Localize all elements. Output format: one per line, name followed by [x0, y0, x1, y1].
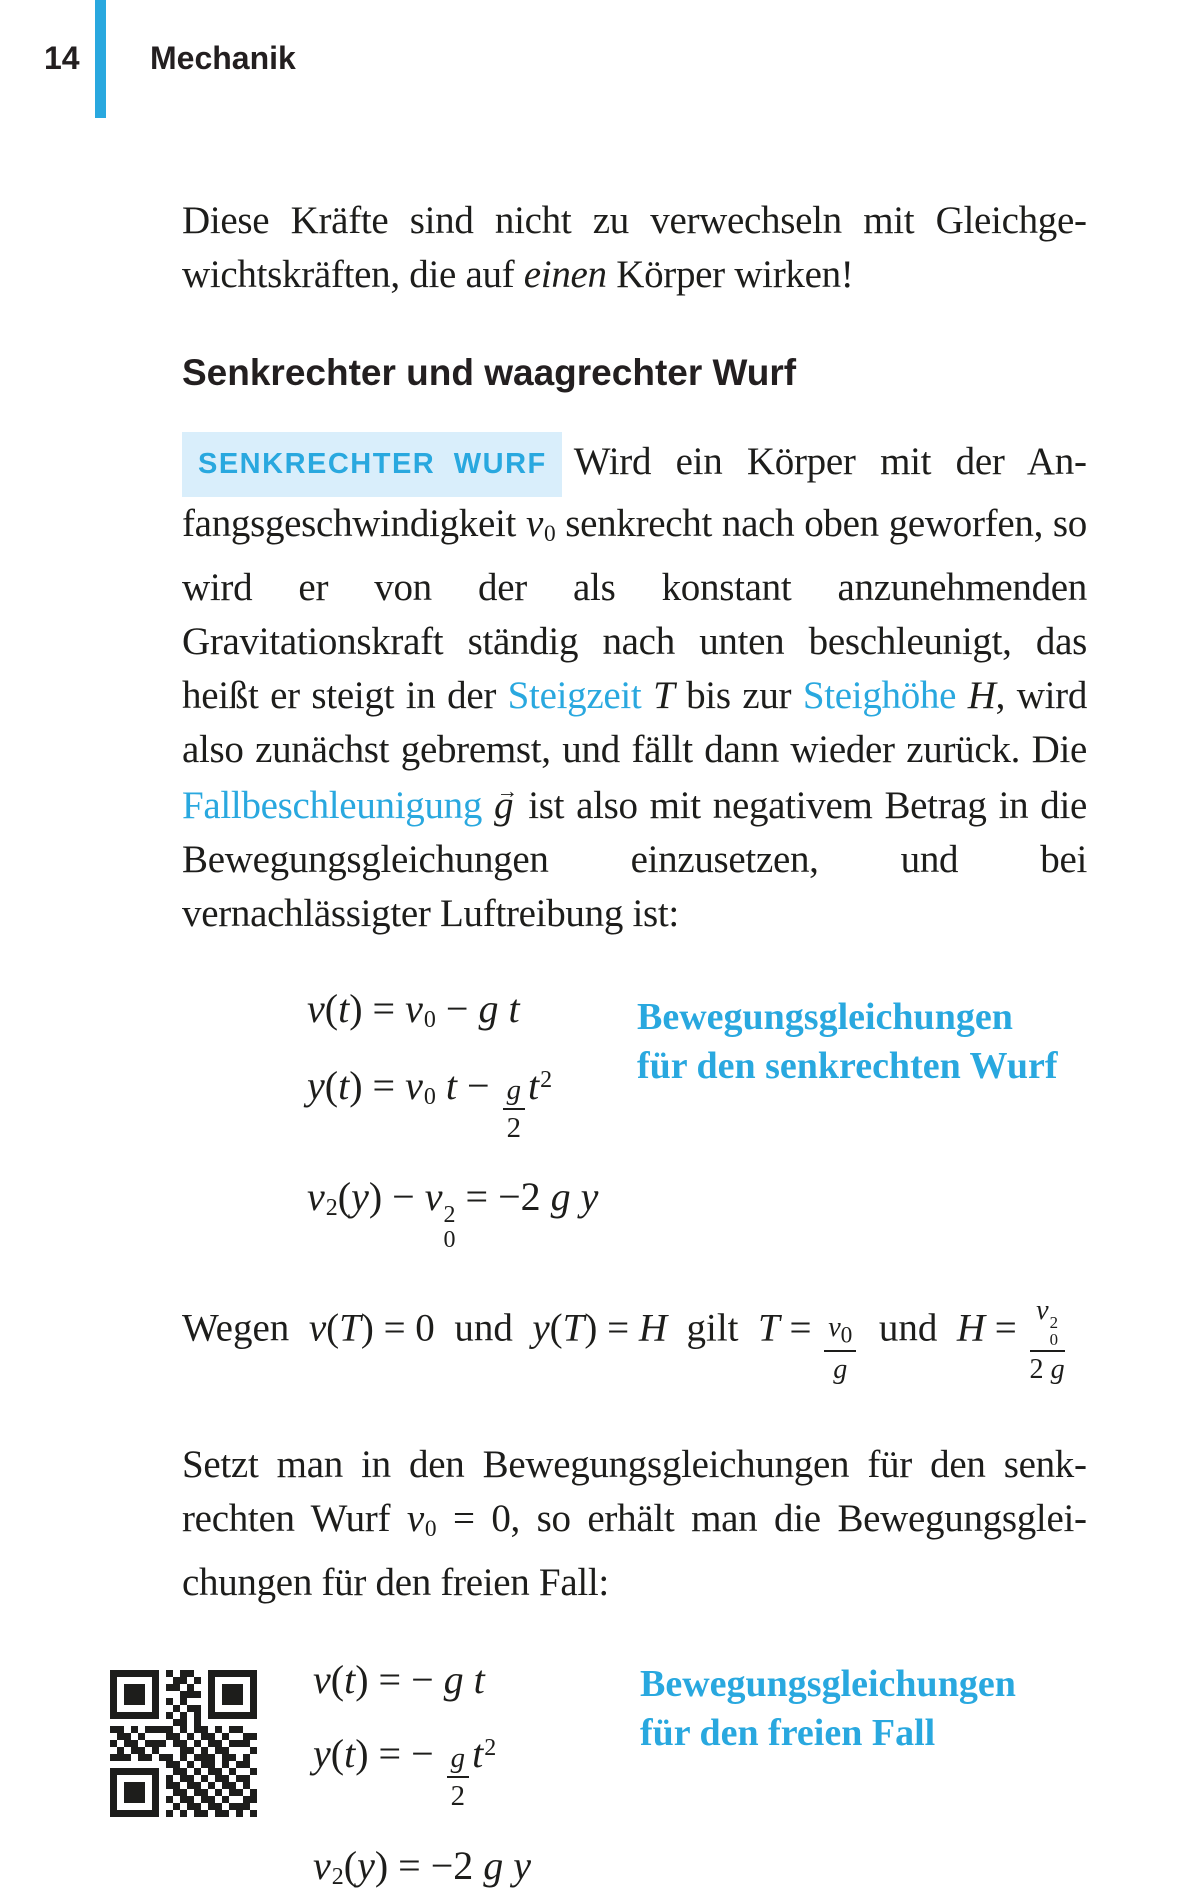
equation-velocity-squared-free-fall: $v_2(y) = -2$ g y — [313, 1842, 532, 1890]
equations-senkrechter-wurf — [307, 987, 1188, 1253]
header-accent-bar — [95, 0, 106, 118]
steigzeit-steighoehe-line: Wegen v(T) = 0 und y(T) = H gilt T = $\frac{v_0}{g}$ und H = v 2 0 2 g — [182, 1295, 1065, 1386]
page-header — [0, 0, 1188, 118]
freier-fall-paragraph: Setzt man in den Bewegungsgleichungen für den senkrechten Wurf $v_0 = 0$, so erhält man die Bewegungsgleichungen für den freien Fall: — [182, 1443, 1088, 1605]
equation-position: $y(t) = v_0$ t − $\frac{g}{2}$ $t^2$ — [307, 1062, 553, 1144]
equation-position-free-fall: y(t) = − $\frac{g}{2}$ $t^2$ — [313, 1731, 497, 1813]
intro-paragraph: Diese Kräfte sind nicht zu verwechseln mit Gleichgewichtskräften, die auf einen Körper wirken! — [182, 199, 1087, 296]
equations-senkrecht-label: Bewegungsgleichungen für den senkrechten Wurf — [637, 996, 1058, 1088]
equation-velocity: $v(t) = v_0 - g$ t — [307, 986, 520, 1034]
freier-fall-block — [110, 1658, 1188, 1890]
senkrechter-wurf-paragraph — [182, 432, 1087, 941]
section-heading: Senkrechter und waagrechter Wurf — [182, 352, 797, 393]
senkrechter-wurf-text: Wird ein Körper mit der Anfangsgeschwindigkeit $v_0$ senkrecht nach oben geworfen, so wird er von der als konstant anzunehmenden Gravitationskraft ständig nach unten beschleunigt, das heißt er steigt in der Steigzeit T bis zur Steighöhe H, wird also zunächst gebremst, und fällt dann wieder zurück. Die Fallbeschleunigung g → ist also mit negativem Betrag in die Bewegungsgleichungen einzusetzen, und bei vernachlässigter Luftreibung ist: — [182, 440, 1087, 935]
equations-frei-label: Bewegungsgleichungen für den freien Fall — [640, 1663, 1016, 1755]
qr-code — [110, 1670, 257, 1817]
keyword-highlight-label: SENKRECHTER WURF — [182, 432, 562, 497]
equation-velocity-squared: $v_2(y) - v$ 2 0 = −2 g y — [307, 1173, 599, 1254]
equation-column — [307, 987, 637, 1253]
equation-column-freier-fall — [313, 1658, 595, 1890]
equation-velocity-free-fall: v(t) = − g t — [313, 1657, 485, 1703]
chapter-title: Mechanik — [150, 40, 296, 76]
page-number: 14 — [44, 40, 80, 76]
